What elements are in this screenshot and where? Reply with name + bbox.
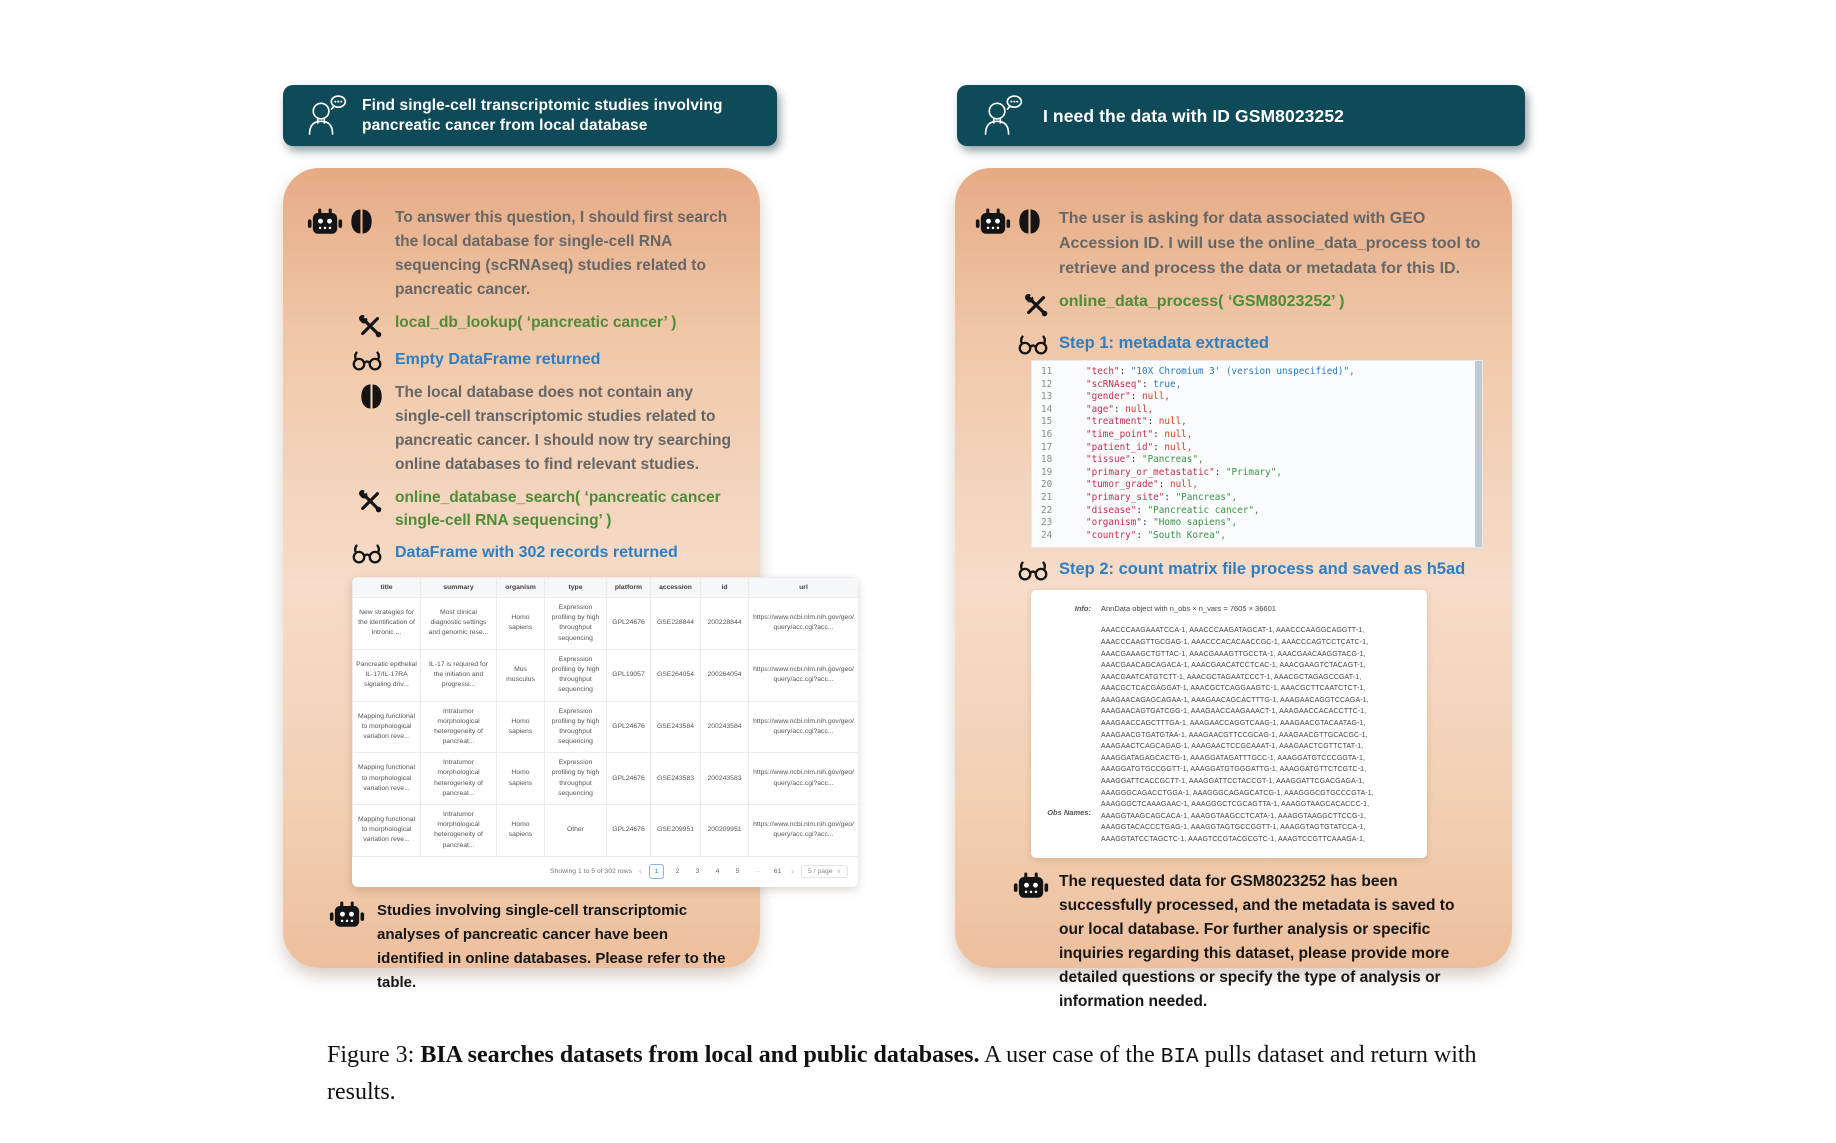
column-header: platform xyxy=(607,578,651,598)
url-cell[interactable]: https://www.ncbi.nlm.nih.gov/geo/query/acc.cgi?acc... xyxy=(749,701,859,753)
line-number: 15 xyxy=(1041,416,1053,428)
agent-thought-text: To answer this question, I should first search the local database for single-cell RNA sequencing (scRNAseq) studies related to pancreatic cancer. xyxy=(395,209,728,298)
column-header: type xyxy=(545,578,607,598)
table-cell: Homo sapiens xyxy=(497,598,545,650)
table-cell: New strategies for the identification of intronic ... xyxy=(353,598,421,650)
user-message-left xyxy=(283,85,777,146)
brain-icon xyxy=(360,383,383,410)
user-message-right xyxy=(957,85,1525,146)
code-line: 16 "time_point": null, xyxy=(1032,429,1468,442)
code-line: 13 "gender": null, xyxy=(1032,391,1468,404)
table-pagination xyxy=(352,857,858,887)
line-number: 16 xyxy=(1041,428,1053,440)
tools-icon xyxy=(357,313,383,339)
caption-bold: BIA searches datasets from local and public databases. xyxy=(420,1042,980,1068)
table-row xyxy=(353,649,859,701)
tool-call-row xyxy=(307,486,734,532)
agent-thought-text: The local database does not contain any single-cell transcriptomic studies related to pancreatic cancer. I should now try searching online databases to find relevant studies. xyxy=(395,384,731,473)
metadata-code-block xyxy=(1031,360,1483,548)
line-number: 13 xyxy=(1041,391,1053,403)
user-chat-icon-slot xyxy=(303,94,349,138)
brain-icon xyxy=(1018,208,1041,235)
code-line: 18 "tissue": "Pancreas", xyxy=(1032,454,1468,467)
caption-rest: A user case of the xyxy=(979,1042,1161,1068)
table-cell: 200264054 xyxy=(701,649,749,701)
table-cell: GPL24676 xyxy=(607,753,651,805)
observation-text: DataFrame with 302 records returned xyxy=(395,544,678,561)
table-cell: 200243583 xyxy=(701,753,749,805)
anndata-info-label: Info: xyxy=(1074,604,1091,614)
table-row xyxy=(353,598,859,650)
caption-rest: pulls dataset and return with results. xyxy=(327,1042,1477,1105)
table-cell: GSE243583 xyxy=(651,753,701,805)
results-table-card xyxy=(352,577,858,887)
page-button[interactable]: 3 xyxy=(695,867,700,875)
brain-icon xyxy=(350,208,373,235)
line-number: 18 xyxy=(1041,454,1053,466)
anndata-obs-label: Obs Names: xyxy=(1047,807,1091,817)
thought-row xyxy=(307,206,734,302)
column-header: organism xyxy=(497,578,545,598)
anndata-obs-values: AAACCCAAGAAATCCA-1, AAACCCAAGATAGCAT-1, AAACCCAAGGCAGGTT-1, AAACCCAAGTTGCGAG-1, AAACCCACACAACCGC-1, AAACCCAGTCCTCATC-1, AAACGAAAGCTGTTAC-1, AAACGAAAGTTGCCTA-1, AAACGAACAAGGTACG-1, AAACGAACAGCAGACA-1, AAACGAACATCCTCAC-1, AAACGAAGTCTACAGT-1, AAACGAATCATGTCTT-1, AAACGCTAGAATCCCT-1, AAACGCTAGAGCCGAT-1, AAACGCTCACGAGGAT-1, AAACGCTCAGGAAGTC-1, AAACGCTTCAATCTCT-1, AAAGAACAGAGCAGAA-1, AAAGAACAGCACTTTG-1, AAAGAACAGGTCCAGA-1, AAAGAACAGTGATCGG-1, AAAGAACCAAGAAACT-1, AAAGAACCACACCTTC-1, AAAGAACCAGCTTTGA-1, AAAGAACCAGGTCAAG-1, AAAGAACGTACAATAG-1, AAAGAACGTGATGTAA-1, AAAGAACGTTCCGCAG-1, AAAGAACGTTGCACGC-1, AAAGAACTCAGCAGAG-1, AAAGAACTCCGCAAAT-1, AAAGAACTCGTTCTAT-1, AAAGGATAGAGCACTG-1, AAAGGATAGATTTGCC-1, AAAGGATGTCCCGGTA-1, AAAGGATGTGCCGGTT-1, AAAGGATGTGGGATTG-1, AAAGGATGTTCTCGTC-1, AAAGGATTCACCGCTT-1, AAAGGATTCCTACCGT-1, AAAGGATTCGACGAGA-1, AAAGGGCAGACCTGGA-1, AAAGGGCAGAGCATCG-1, AAAGGGCGTGCCCGTA-1, AAAGGGCTCAAAGAAC-1, AAAGGGCTCGCAGTTA-1, AAAGGTAAGCACACCC-1, AAAGGTAAGCAGCACA-1, AAAGGTAAGCCTCATA-1, AAAGGTAAGGCTTCCG-1, AAAGGTACACCCTGAG-1, AAAGGTAGTGCCGGTT-1, AAAGGTAGTGTATCCA-1, AAAGGTATCCTAGCTC-1, AAAGTCCGTACGCGTC-1, AAAGTCCGTTCAAAGA-1, xyxy=(1101,627,1374,843)
anndata-card xyxy=(1031,590,1427,857)
user-chat-icon xyxy=(303,94,349,138)
observation-text: Empty DataFrame returned xyxy=(395,351,601,368)
user-chat-icon-slot xyxy=(979,94,1025,138)
table-cell: GPL24676 xyxy=(607,805,651,857)
column-header: accession xyxy=(651,578,701,598)
caption-code: BIA xyxy=(1160,1046,1199,1069)
table-cell: Pancreatic epithelial IL-17/IL-17RA signaling driv... xyxy=(353,649,421,701)
column-header: url xyxy=(749,578,859,598)
page-button[interactable]: 5 xyxy=(735,867,740,875)
observation-row xyxy=(307,348,734,372)
chevron-down-icon: ∨ xyxy=(836,868,841,875)
line-number: 22 xyxy=(1041,504,1053,516)
page-button[interactable]: 61 xyxy=(773,867,782,875)
page-size-select[interactable]: 5 / page ∨ xyxy=(801,865,848,878)
tool-call-text: online_database_search( ‘pancreatic cancer single-cell RNA sequencing’ ) xyxy=(395,489,721,529)
code-line: 23 "organism": "Homo sapiens", xyxy=(1032,517,1468,530)
code-line: 22 "disease": "Pancreatic cancer", xyxy=(1032,505,1468,518)
user-query-text-left: Find single-cell transcriptomic studies involving pancreatic cancer from local database xyxy=(362,96,723,134)
table-row xyxy=(353,805,859,857)
table-cell: Mus musculus xyxy=(497,649,545,701)
code-line: 24 "country": "South Korea", xyxy=(1032,530,1468,543)
glasses-icon xyxy=(1017,560,1049,582)
prev-page-button[interactable]: ‹ xyxy=(639,865,643,876)
table-cell: GPL24676 xyxy=(607,701,651,753)
code-line: 12 "scRNAseq": true, xyxy=(1032,379,1468,392)
final-answer-row xyxy=(975,870,1482,1014)
line-number: 24 xyxy=(1041,529,1053,541)
table-cell: Homo sapiens xyxy=(497,805,545,857)
table-cell: Most clinical diagnostic settings and genomic rese... xyxy=(421,598,497,650)
url-cell[interactable]: https://www.ncbi.nlm.nih.gov/geo/query/acc.cgi?acc... xyxy=(749,805,859,857)
url-cell[interactable]: https://www.ncbi.nlm.nih.gov/geo/query/acc.cgi?acc... xyxy=(749,649,859,701)
url-cell[interactable]: https://www.ncbi.nlm.nih.gov/geo/query/acc.cgi?acc... xyxy=(749,598,859,650)
results-table xyxy=(352,577,858,857)
figure-caption xyxy=(327,1038,1542,1110)
anndata-info-value: AnnData object with n_obs × n_vars = 7605 × 36601 xyxy=(1101,604,1276,614)
line-number: 17 xyxy=(1041,441,1053,453)
agent-panel-left xyxy=(283,168,854,991)
agent-thought-text: The user is asking for data associated with GEO Accession ID. I will use the online_data_process tool to retrieve and process the data or metadata for this ID. xyxy=(1059,210,1481,277)
page-button[interactable]: 2 xyxy=(675,867,680,875)
next-page-button[interactable]: › xyxy=(791,865,795,876)
table-cell: 200243584 xyxy=(701,701,749,753)
pagination-summary: Showing 1 to 5 of 302 rows xyxy=(550,867,633,875)
table-cell: GSE243584 xyxy=(651,701,701,753)
tool-call-row xyxy=(975,290,1482,318)
table-cell: Mapping functional to morphological variation reve... xyxy=(353,701,421,753)
robot-icon xyxy=(307,208,343,237)
tool-call-text: local_db_lookup( ‘pancreatic cancer’ ) xyxy=(395,314,677,331)
code-line: 11 "tech": "10X Chromium 3' (version unspecified)", xyxy=(1032,366,1468,379)
glasses-icon xyxy=(1017,334,1049,356)
table-cell: GPL24676 xyxy=(607,598,651,650)
page-button[interactable]: ··· xyxy=(754,867,761,875)
observation-row xyxy=(975,332,1482,356)
line-number: 12 xyxy=(1041,378,1053,390)
page-button[interactable]: 1 xyxy=(649,864,664,879)
robot-icon xyxy=(975,208,1011,237)
line-number: 11 xyxy=(1041,366,1053,377)
line-number: 14 xyxy=(1041,403,1053,415)
table-cell: Expression profiling by high throughput sequencing xyxy=(545,598,607,650)
table-cell: Mapping functional to morphological variation reve... xyxy=(353,805,421,857)
code-line: 19 "primary_or_metastatic": "Primary", xyxy=(1032,467,1468,480)
column-header: id xyxy=(701,578,749,598)
final-answer-row xyxy=(307,899,734,995)
code-line: 15 "treatment": null, xyxy=(1032,416,1468,429)
final-answer-text: Studies involving single-cell transcriptomic analyses of pancreatic cancer have been identified in online databases. Please refer to the table. xyxy=(377,901,726,991)
table-cell: Expression profiling by high throughput sequencing xyxy=(545,649,607,701)
line-number: 21 xyxy=(1041,491,1053,503)
table-cell: Expression profiling by high throughput sequencing xyxy=(545,753,607,805)
thought-row xyxy=(975,206,1482,281)
table-cell: Homo sapiens xyxy=(497,701,545,753)
table-cell: Homo sapiens xyxy=(497,753,545,805)
agent-panel-right xyxy=(955,168,1512,1010)
page-button[interactable]: 4 xyxy=(715,867,720,875)
table-cell: IL-17 is required for the initiation and progressi... xyxy=(421,649,497,701)
final-answer-text: The requested data for GSM8023252 has been successfully processed, and the metadata is saved to our local database. For further analysis or specific inquiries regarding this dataset, please provide more detailed questions or specify the type of analysis or information needed. xyxy=(1059,872,1455,1010)
caption-prefix: Figure 3: xyxy=(327,1042,421,1068)
table-row xyxy=(353,753,859,805)
table-cell: GSE264054 xyxy=(651,649,701,701)
glasses-icon xyxy=(351,350,383,372)
code-line: 21 "primary_site": "Pancreas", xyxy=(1032,492,1468,505)
observation-text: Step 2: count matrix file process and saved as h5ad xyxy=(1059,560,1466,579)
table-cell: GSE209951 xyxy=(651,805,701,857)
column-header: title xyxy=(353,578,421,598)
table-cell: Mapping functional to morphological variation reve... xyxy=(353,753,421,805)
thought-row xyxy=(307,381,734,477)
line-number: 19 xyxy=(1041,466,1053,478)
tool-call-row xyxy=(307,311,734,339)
user-query-text-right: I need the data with ID GSM8023252 xyxy=(1043,105,1344,126)
code-line: 17 "patient_id": null, xyxy=(1032,442,1468,455)
table-cell: Other xyxy=(545,805,607,857)
column-header: summary xyxy=(421,578,497,598)
robot-icon xyxy=(1013,872,1049,901)
observation-row xyxy=(307,541,734,565)
tools-icon xyxy=(1023,292,1049,318)
table-cell: Intratumor morphological heterogeneity of pancreat... xyxy=(421,753,497,805)
table-cell: GPL19057 xyxy=(607,649,651,701)
url-cell[interactable]: https://www.ncbi.nlm.nih.gov/geo/query/acc.cgi?acc... xyxy=(749,753,859,805)
line-number: 20 xyxy=(1041,479,1053,491)
table-header-row xyxy=(353,578,859,598)
table-cell: Intratumor morphological heterogeneity of pancreat... xyxy=(421,701,497,753)
table-cell: Expression profiling by high throughput sequencing xyxy=(545,701,607,753)
tools-icon xyxy=(357,488,383,514)
line-number: 23 xyxy=(1041,517,1053,529)
observation-text: Step 1: metadata extracted xyxy=(1059,334,1269,352)
table-row xyxy=(353,701,859,753)
table-cell: Intratumor morphological heterogeneity of pancreat... xyxy=(421,805,497,857)
robot-icon xyxy=(329,901,365,930)
table-cell: 200209951 xyxy=(701,805,749,857)
observation-row xyxy=(975,558,1482,582)
table-cell: GSE228844 xyxy=(651,598,701,650)
code-line: 20 "tumor_grade": null, xyxy=(1032,479,1468,492)
tool-call-text: online_data_process( ‘GSM8023252’ ) xyxy=(1059,293,1345,310)
code-line: 14 "age": null, xyxy=(1032,404,1468,417)
glasses-icon xyxy=(351,543,383,565)
table-cell: 200228844 xyxy=(701,598,749,650)
user-chat-icon xyxy=(979,94,1025,138)
